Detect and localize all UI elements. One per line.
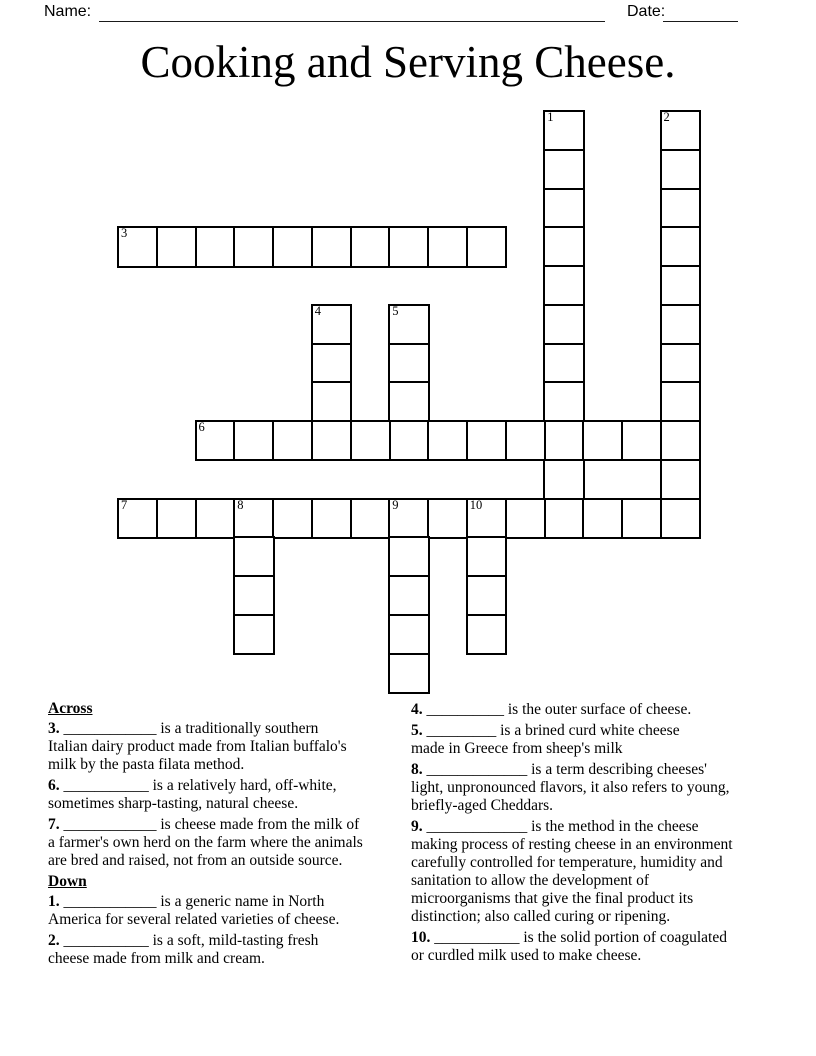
clues-left-column	[48, 700, 443, 971]
crossword-cell[interactable]	[233, 536, 274, 577]
crossword-cell[interactable]	[272, 226, 313, 267]
cell-number: 8	[237, 497, 244, 512]
crossword-cell[interactable]	[543, 110, 584, 151]
crossword-cell[interactable]	[233, 575, 274, 616]
crossword-cell[interactable]	[582, 420, 623, 461]
crossword-cell[interactable]	[156, 498, 197, 539]
clue-number: 10.	[411, 929, 431, 946]
crossword-cell[interactable]	[505, 420, 546, 461]
crossword-cell[interactable]	[350, 226, 391, 267]
date-label: Date:	[627, 3, 666, 20]
crossword-cell[interactable]	[311, 343, 352, 384]
crossword-cell[interactable]	[427, 498, 468, 539]
crossword-cell[interactable]	[388, 226, 429, 267]
crossword-cell[interactable]	[311, 381, 352, 422]
crossword-cell[interactable]	[388, 575, 429, 616]
crossword-cell[interactable]	[582, 498, 623, 539]
clue-number: 4.	[411, 701, 423, 718]
cell-number: 1	[547, 110, 554, 124]
clue-item: 3. ____________ is a traditionally southern Italian dairy product made from Italian buffalo's milk by the pasta filata method.	[48, 720, 347, 773]
clue-item: 4. __________ is the outer surface of cheese.	[411, 701, 692, 718]
crossword-cell[interactable]	[195, 226, 236, 267]
crossword-cell[interactable]	[388, 343, 429, 384]
crossword-cell[interactable]	[466, 498, 507, 539]
crossword-cell[interactable]	[466, 614, 507, 655]
name-fill-line[interactable]	[99, 21, 605, 22]
clue-number: 5.	[411, 722, 423, 739]
date-fill-line[interactable]	[663, 21, 738, 22]
crossword-cell[interactable]	[195, 498, 236, 539]
crossword-cell[interactable]	[466, 226, 507, 267]
crossword-cell[interactable]	[388, 304, 429, 345]
clue-number: 2.	[48, 932, 60, 949]
crossword-cell[interactable]	[311, 304, 352, 345]
crossword-cell[interactable]	[660, 265, 701, 306]
cell-number: 7	[121, 497, 128, 512]
crossword-cell[interactable]	[660, 420, 701, 461]
clue-item: 1. ____________ is a generic name in North America for several related varieties of cheese.	[48, 893, 340, 928]
crossword-cell[interactable]	[543, 420, 584, 461]
crossword-cell[interactable]	[388, 420, 429, 461]
crossword-cell[interactable]	[543, 226, 584, 267]
page-title: Cooking and Serving Cheese.	[140, 37, 676, 87]
cell-number: 4	[314, 303, 321, 318]
clue-item: 7. ____________ is cheese made from the milk of a farmer's own herd on the farm where the animals are bred and raised, not from an outside source.	[48, 816, 363, 869]
crossword-cell[interactable]	[621, 498, 662, 539]
clue-item: 2. ___________ is a soft, mild-tasting fresh cheese made from milk and cream.	[48, 932, 319, 967]
crossword-cell[interactable]	[543, 498, 584, 539]
crossword-cell[interactable]	[543, 188, 584, 229]
crossword-cell[interactable]	[660, 226, 701, 267]
cell-number: 10	[469, 497, 483, 512]
crossword-cell[interactable]	[311, 498, 352, 539]
cell-number: 2	[663, 110, 670, 124]
crossword-cell[interactable]	[388, 614, 429, 655]
crossword-cell[interactable]	[233, 498, 274, 539]
crossword-cell[interactable]	[660, 343, 701, 384]
crossword-cell[interactable]	[660, 459, 701, 500]
clue-number: 7.	[48, 816, 60, 833]
crossword-cell[interactable]	[466, 536, 507, 577]
crossword-cell[interactable]	[660, 304, 701, 345]
crossword-cell[interactable]	[388, 498, 429, 539]
crossword-cell[interactable]	[311, 226, 352, 267]
crossword-cell[interactable]	[233, 614, 274, 655]
crossword-cell[interactable]	[117, 226, 158, 267]
crossword-cell[interactable]	[660, 110, 701, 151]
clue-item: 6. ___________ is a relatively hard, off-white, sometimes sharp-tasting, natural cheese.	[48, 777, 337, 812]
crossword-cell[interactable]	[543, 459, 584, 500]
clue-number: 9.	[411, 818, 423, 835]
clues-right-column	[411, 701, 806, 968]
clue-item: 5. _________ is a brined curd white cheese made in Greece from sheep's milk	[411, 722, 680, 757]
crossword-cell[interactable]	[195, 420, 236, 461]
clue-number: 3.	[48, 720, 60, 737]
crossword-cell[interactable]	[388, 536, 429, 577]
crossword-cell[interactable]	[272, 498, 313, 539]
clue-number: 1.	[48, 893, 60, 910]
crossword-cell[interactable]	[311, 420, 352, 461]
crossword-cell[interactable]	[660, 381, 701, 422]
clue-item: 8. _____________ is a term describing cheeses' light, unpronounced flavors, it also refers to young, briefly-aged Cheddars.	[411, 761, 730, 814]
crossword-cell[interactable]	[233, 226, 274, 267]
clue-item: 10. ___________ is the solid portion of coagulated or curdled milk used to make cheese.	[411, 929, 727, 964]
crossword-cell[interactable]	[466, 420, 507, 461]
cell-number: 3	[121, 226, 128, 241]
crossword-cell[interactable]	[388, 653, 429, 694]
crossword-cell[interactable]	[660, 149, 701, 190]
crossword-cell[interactable]	[660, 498, 701, 539]
crossword-cell[interactable]	[350, 420, 391, 461]
clue-item: 9. _____________ is the method in the cheese making process of resting cheese in an environment carefully controlled for temperature, humidity and sanitation to allow the development of microorganisms that give the final product its distinction; also called curing or ripening.	[411, 818, 733, 925]
crossword-cell[interactable]	[466, 575, 507, 616]
clue-number: 8.	[411, 761, 423, 778]
crossword-cell[interactable]	[350, 498, 391, 539]
cell-number: 5	[392, 303, 399, 318]
clue-section-header: Across	[48, 700, 93, 717]
crossword-cell[interactable]	[427, 226, 468, 267]
crossword-cell[interactable]	[272, 420, 313, 461]
crossword-cell[interactable]	[156, 226, 197, 267]
crossword-cell[interactable]	[543, 304, 584, 345]
crossword-cell[interactable]	[543, 265, 584, 306]
crossword-cell[interactable]	[543, 343, 584, 384]
crossword-cell[interactable]	[505, 498, 546, 539]
clue-number: 6.	[48, 777, 60, 794]
crossword-cell[interactable]	[543, 149, 584, 190]
crossword-cell[interactable]	[427, 420, 468, 461]
crossword-cell[interactable]	[117, 498, 158, 539]
clue-section-header: Down	[48, 873, 87, 890]
crossword-cell[interactable]	[621, 420, 662, 461]
name-label: Name:	[44, 3, 92, 20]
cell-number: 6	[198, 420, 205, 434]
crossword-cell[interactable]	[543, 381, 584, 422]
crossword-cell[interactable]	[233, 420, 274, 461]
crossword-cell[interactable]	[660, 188, 701, 229]
crossword-cell[interactable]	[388, 381, 429, 422]
cell-number: 9	[392, 497, 399, 512]
